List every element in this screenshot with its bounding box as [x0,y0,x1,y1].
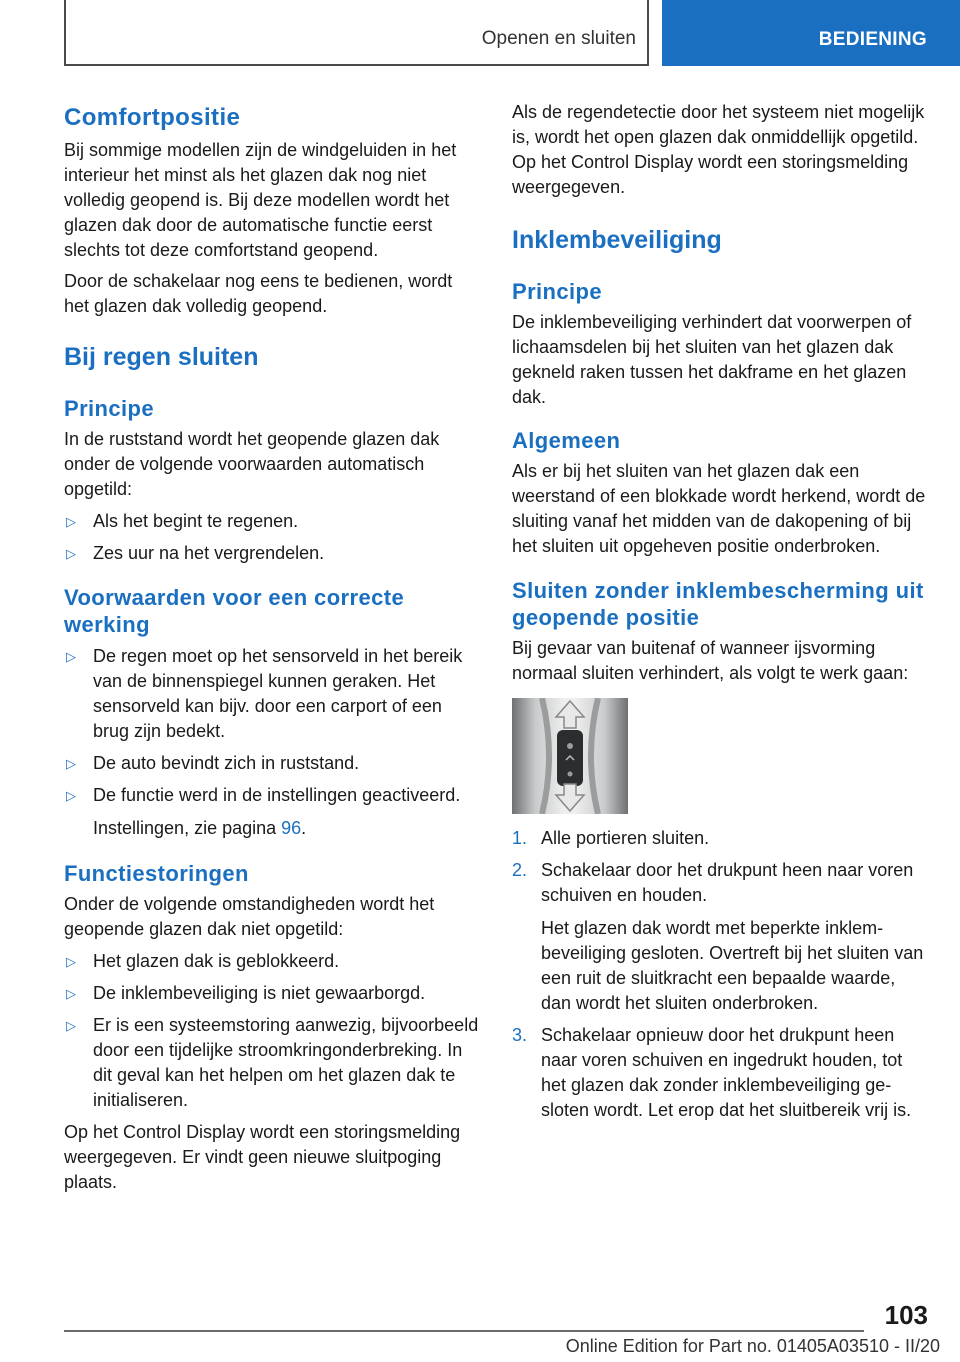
rain-principle-heading: Principe [64,396,155,421]
rain-detection-text: Als de regendetectie door het systeem niet mogelijk is, wordt het open glazen dak onmiddellijk opgetild. Op het Control Display wordt een storingsmelding weergegeven. [512,102,925,197]
chapter-tab-label: BEDIENING [818,29,927,50]
right-column [512,100,928,1123]
faults-list [64,949,480,1113]
conditions-heading: Voorwaarden voor een correcte werking [64,585,405,637]
triangle-bullet-icon: ▷ [66,649,76,664]
pinch-heading: Inklembeveiliging [512,226,722,254]
left-column [64,100,480,1195]
list-item: ▷ De auto bevindt zich in ruststand. [64,751,480,776]
faults-closing-text: Op het Control Display wordt een storingsmelding weergegeven. Er vindt geen nieuwe sluitpoging plaats. [64,1122,461,1192]
list-item: 1. Alle portieren sluiten. [512,828,710,848]
rain-heading: Bij regen sluiten [64,343,259,371]
chapter-tab[interactable] [662,0,960,66]
close-heading: Sluiten zonder inklembescherming uit geopende positie [512,578,924,630]
conditions-list [64,644,480,841]
edition-footer: Online Edition for Part no. 01405A03510 - II/20 [565,1336,940,1356]
steps-list [512,826,928,1123]
list-item: 2. Schakelaar door het drukpunt heen naar voren schuiven en houden. Het glazen dak wordt met beperkte inklembeveiliging gesloten. Overtreft bij het sluiten van een ruit de sluitkracht een bepaalde waarde, dan wordt het sluiten onderbroken. [512,858,928,1016]
comfort-heading: Comfortpositie [64,104,241,131]
page-link[interactable]: 96 [281,818,302,838]
triangle-bullet-icon: ▷ [66,514,76,529]
header-left-rule [64,0,66,66]
triangle-bullet-icon: ▷ [66,1018,76,1033]
faults-text: Onder de volgende omstandigheden wordt het geopende glazen dak niet opgetild: [64,894,435,939]
section-title: Openen en sluiten [481,28,636,49]
step-note: Het glazen dak wordt met beperkte inklembeveiliging gesloten. Overtreft bij het sluiten van een ruit de sluitkracht een bepaalde waarde, dan wordt het sluiten onderbroken. [541,918,924,1013]
settings-reference: Instellingen, zie pagina 96. [93,818,307,838]
comfort-paragraph-1: Bij sommige modellen zijn de windgeluiden in het interieur het minst als het glazen dak nog niet volledig geopend is. Bij deze modellen wordt het glazen dak door de automatische functie eerst slechts tot deze comfortstand geopend. [64,140,457,260]
header-right-rule [647,0,649,66]
pinch-principle-heading: Principe [512,279,603,304]
triangle-bullet-icon: ▷ [66,756,76,771]
list-item: ▷ De inklembeveiliging is niet gewaarborgd. [64,981,480,1006]
list-item: ▷ Als het begint te regenen. [64,509,480,534]
list-item: 3. Schakelaar opnieuw door het drukpunt heen naar voren schuiven en ingedrukt houden, tot het glazen dak zonder inklembeveiliging gesloten wordt. Let erop dat het sluitbereik vrij is. [512,1025,912,1120]
comfort-paragraph-2: Door de schakelaar nog eens te bedienen, wordt het glazen dak volledig geopend. [64,271,453,316]
roof-switch-image [512,698,628,814]
list-item: ▷ De functie werd in de instellingen geactiveerd. Instellingen, zie pagina 96. [64,783,480,841]
list-item: ▷ Het glazen dak is geblokkeerd. [64,949,480,974]
triangle-bullet-icon: ▷ [66,954,76,969]
page-number: 103 [884,1300,928,1330]
close-text: Bij gevaar van buitenaf of wanneer ijsvorming normaal sluiten verhindert, als volgt te werk gaan: [512,638,909,683]
general-text: Als er bij het sluiten van het glazen dak een weerstand of een blokkade wordt herkend, wordt de sluiting vanaf het midden van de dakopening of bij het sluiten uit opgeheven positie onderbroken. [512,461,926,556]
list-item: ▷ Zes uur na het vergrendelen. [64,541,480,566]
list-item: ▷ Er is een systeemstoring aanwezig, bijvoorbeeld door een tijdelijke stroomkringonderbreking. In dit geval kan het helpen om het glazen dak te initialiseren. [66,1015,479,1110]
triangle-bullet-icon: ▷ [66,546,76,561]
general-heading: Algemeen [512,428,621,453]
pinch-principle-text: De inklembeveiliging verhindert dat voorwerpen of lichaamsdelen bij het sluiten van het glazen dak gekneld raken tussen het dakframe en het glazen dak. [512,312,912,407]
roof-switch-illustration [512,698,628,814]
triangle-bullet-icon: ▷ [66,986,76,1001]
triangle-bullet-icon: ▷ [66,788,76,803]
footer-rule [64,1330,864,1332]
header-rule [64,64,649,66]
rain-principle-text: In de ruststand wordt het geopende glazen dak onder de volgende voorwaarden automatisch opgetild: [64,429,440,499]
list-item: ▷ De regen moet op het sensorveld in het bereik van de binnenspiegel kunnen geraken. Het sensorveld kan bijv. door een carport of een brug zijn bedekt. [66,646,463,741]
rain-principle-list [64,509,480,566]
faults-heading: Functiestoringen [64,861,249,886]
